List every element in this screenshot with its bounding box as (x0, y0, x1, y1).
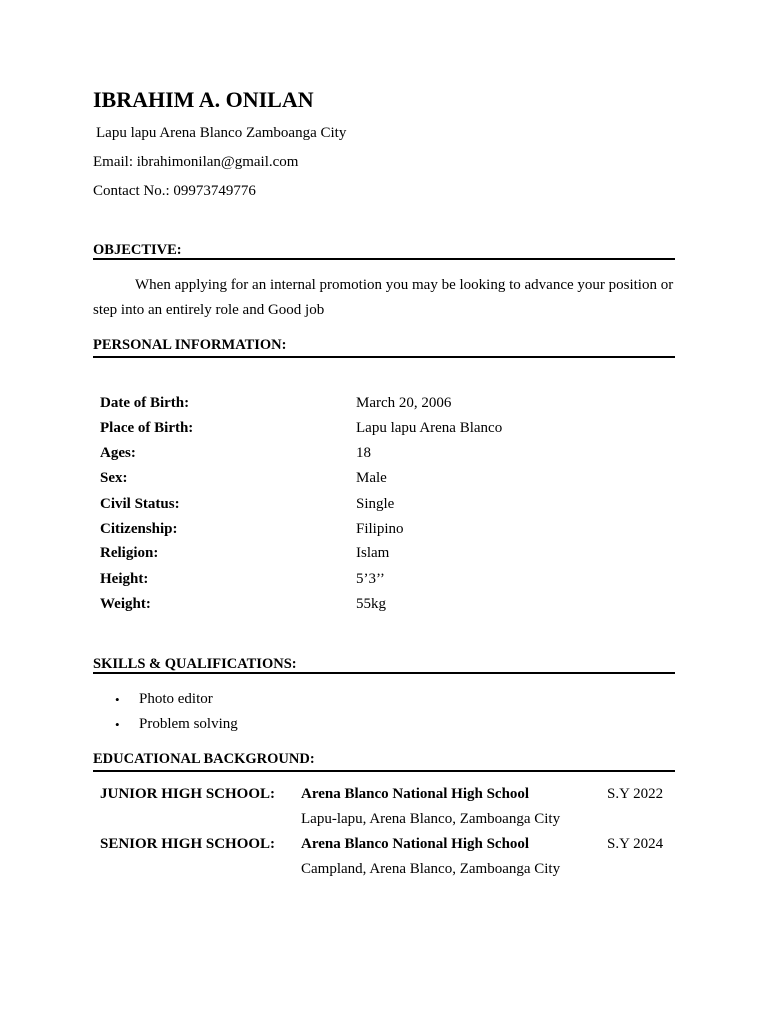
email-line: Email: ibrahimonilan@gmail.com (93, 154, 299, 170)
pob-value: Lapu lapu Arena Blanco (356, 420, 503, 436)
junior-high-school: Arena Blanco National High School (301, 786, 530, 802)
objective-paragraph: When applying for an internal promotion you may be looking to advance your position or step into an entirely role and Good job (93, 277, 674, 318)
civil-status-value: Single (356, 496, 395, 512)
height-label: Height: (100, 571, 149, 587)
resume-name: IBRAHIM A. ONILAN (93, 87, 314, 112)
personal-info-heading: PERSONAL INFORMATION: (93, 337, 287, 353)
bullet-icon: • (115, 717, 120, 732)
age-value: 18 (356, 445, 371, 461)
junior-high-address: Lapu-lapu, Arena Blanco, Zamboanga City (301, 811, 561, 827)
dob-label: Date of Birth: (100, 395, 190, 411)
sex-value: Male (356, 470, 387, 486)
religion-label: Religion: (100, 545, 159, 561)
citizenship-value: Filipino (356, 521, 404, 537)
citizenship-label: Citizenship: (100, 521, 178, 537)
skills-heading: SKILLS & QUALIFICATIONS: (93, 656, 297, 672)
address-line: Lapu lapu Arena Blanco Zamboanga City (96, 125, 347, 141)
skill-item: Problem solving (139, 716, 238, 732)
bullet-icon: • (115, 692, 120, 707)
weight-label: Weight: (100, 596, 151, 612)
objective-heading: OBJECTIVE: (93, 242, 182, 258)
junior-high-label: JUNIOR HIGH SCHOOL: (100, 786, 276, 802)
civil-status-label: Civil Status: (100, 496, 180, 512)
education-rule (93, 770, 675, 772)
skills-rule (93, 672, 675, 674)
sex-label: Sex: (100, 470, 128, 486)
pob-label: Place of Birth: (100, 420, 194, 436)
objective-rule (93, 258, 675, 260)
senior-high-address: Campland, Arena Blanco, Zamboanga City (301, 861, 561, 877)
weight-value: 55kg (356, 596, 386, 612)
senior-high-label: SENIOR HIGH SCHOOL: (100, 836, 276, 852)
personal-info-rule (93, 356, 675, 358)
contact-line: Contact No.: 09973749776 (93, 183, 256, 199)
height-value: 5’3’’ (356, 571, 385, 587)
religion-value: Islam (356, 545, 390, 561)
objective-text (93, 273, 675, 323)
age-label: Ages: (100, 445, 136, 461)
education-heading: EDUCATIONAL BACKGROUND: (93, 751, 315, 767)
junior-high-year: S.Y 2022 (607, 786, 664, 802)
senior-high-school: Arena Blanco National High School (301, 836, 530, 852)
senior-high-year: S.Y 2024 (607, 836, 664, 852)
skill-item: Photo editor (139, 691, 213, 707)
dob-value: March 20, 2006 (356, 395, 452, 411)
